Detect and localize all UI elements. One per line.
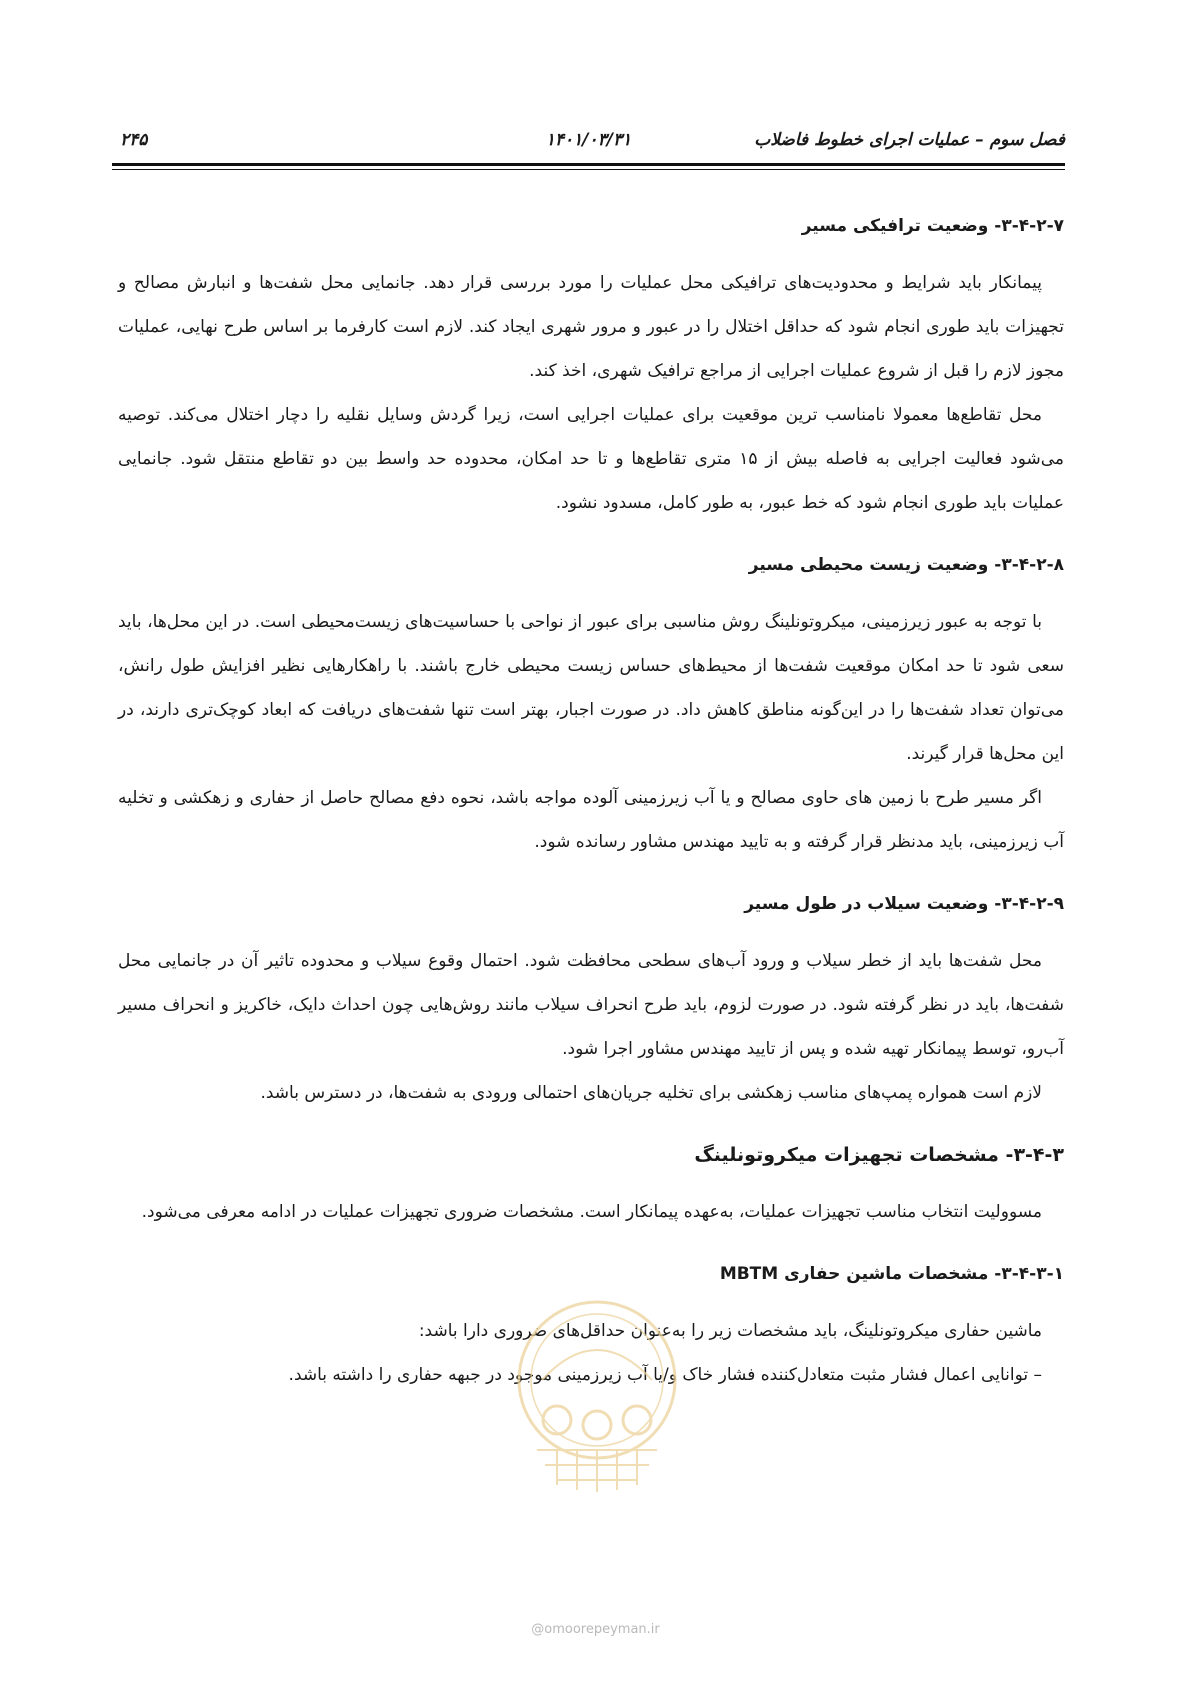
section-heading: ۳-۴-۳- مشخصات تجهیزات میکروتونلینگ [694, 1144, 1064, 1166]
paragraph: محل شفت‌ها باید از خطر سیلاب و ورود آب‌های سطحی محافظت شود. احتمال وقوع سیلاب و محدوده تاثیر آن در جانمایی محل شفت‌ها، باید در نظر گرفته شود. در صورت لزوم، باید طرح انحراف سیلاب مانند روش‌هایی چون احداث دایک، خاکریز و انحراف مسیر آب‌رو، توسط پیمانکار تهیه شده و پس از تایید مهندس مشاور اجرا شود. [118, 951, 1064, 1059]
section-heading: ۳-۴-۳-۱- مشخصات ماشین حفاری MBTM [719, 1264, 1064, 1284]
section-heading: ۳-۴-۲-۹- وضعیت سیلاب در طول مسیر [744, 894, 1064, 914]
chapter-title: فصل سوم – عملیات اجرای خطوط فاضلاب [754, 130, 1065, 150]
paragraph: ماشین حفاری میکروتونلینگ، باید مشخصات زیر را به‌عنوان حداقل‌های ضروری دارا باشد: [418, 1321, 1042, 1341]
watermark-logo [497, 1280, 697, 1530]
paragraph: اگر مسیر طرح با زمین های حاوی مصالح و یا آب زیرزمینی آلوده مواجه باشد، نحوه دفع مصالح حاصل از حفاری و زهکشی و تخلیه آب زیرزمینی، باید مدنظر قرار گرفته و به تایید مهندس مشاور رسانده شود. [118, 788, 1064, 852]
section-heading: ۳-۴-۲-۸- وضعیت زیست محیطی مسیر [748, 555, 1064, 575]
watermark-site: @omoorepeyman.ir [531, 1622, 660, 1637]
paragraph: با توجه به عبور زیرزمینی، میکروتونلینگ روش مناسبی برای عبور از نواحی با حساسیت‌های زیست‌محیطی است. در این محل‌ها، باید سعی شود تا حد امکان موقعیت شفت‌ها از محیط‌های حساس زیست محیطی خارج باشند. با راهکارهایی نظیر افزایش طول رانش، می‌توان تعداد شفت‌ها را در این‌گونه مناطق کاهش داد. در صورت اجبار، بهتر است تنها شفت‌های دریافت که ابعاد کوچک‌تری دارند، در این محل‌ها قرار گیرند. [118, 612, 1064, 764]
paragraph: مسوولیت انتخاب مناسب تجهیزات عملیات، به‌عهده پیمانکار است. مشخصات ضروری تجهیزات عملیات در ادامه معرفی می‌شود. [141, 1202, 1042, 1222]
page-header [112, 130, 1065, 158]
section-flood [118, 890, 1064, 1115]
header-rule-thin [112, 169, 1065, 170]
paragraph: لازم است همواره پمپ‌های مناسب زهکشی برای تخلیه جریان‌های احتمالی ورودی به شفت‌ها، در دسترس باشد. [260, 1083, 1042, 1103]
section-environment [118, 551, 1064, 864]
paragraph: محل تقاطع‌ها معمولا نامناسب ترین موقعیت برای عملیات اجرایی است، زیرا گردش وسایل نقلیه را دچار اختلال می‌کند. توصیه می‌شود فعالیت اجرایی به فاصله بیش از ۱۵ متری تقاطع‌ها و تا حد امکان، محدوده حد واسط بین دو تقاطع منتقل شود. جانمایی عملیات باید طوری انجام شود که خط عبور، به طور کامل، مسدود نشود. [118, 405, 1064, 513]
section-traffic [118, 212, 1064, 525]
document-body [118, 212, 1064, 1423]
header-date: ۱۴۰۱/۰۳/۳۱ [545, 130, 632, 150]
paragraph: پیمانکار باید شرایط و محدودیت‌های ترافیکی محل عملیات را مورد بررسی قرار دهد. جانمایی محل شفت‌ها و انبارش مصالح و تجهیزات باید طوری انجام شود که حداقل اختلال را در عبور و مرور شهری ایجاد کند. لازم است کارفرما بر اساس طرح نهایی، عملیات مجوز لازم را قبل از شروع عملیات اجرایی از مراجع ترافیک شهری، اخذ کند. [118, 273, 1064, 381]
page-number: ۲۴۵ [120, 130, 148, 150]
section-heading: ۳-۴-۲-۷- وضعیت ترافیکی مسیر [801, 216, 1064, 236]
list-item: – توانایی اعمال فشار مثبت متعادل‌کننده فشار خاک و/یا آب زیرزمینی موجود در جبهه حفاری را داشته باشد. [288, 1365, 1042, 1385]
section-equipment [118, 1141, 1064, 1234]
header-rule-thick [112, 163, 1065, 166]
